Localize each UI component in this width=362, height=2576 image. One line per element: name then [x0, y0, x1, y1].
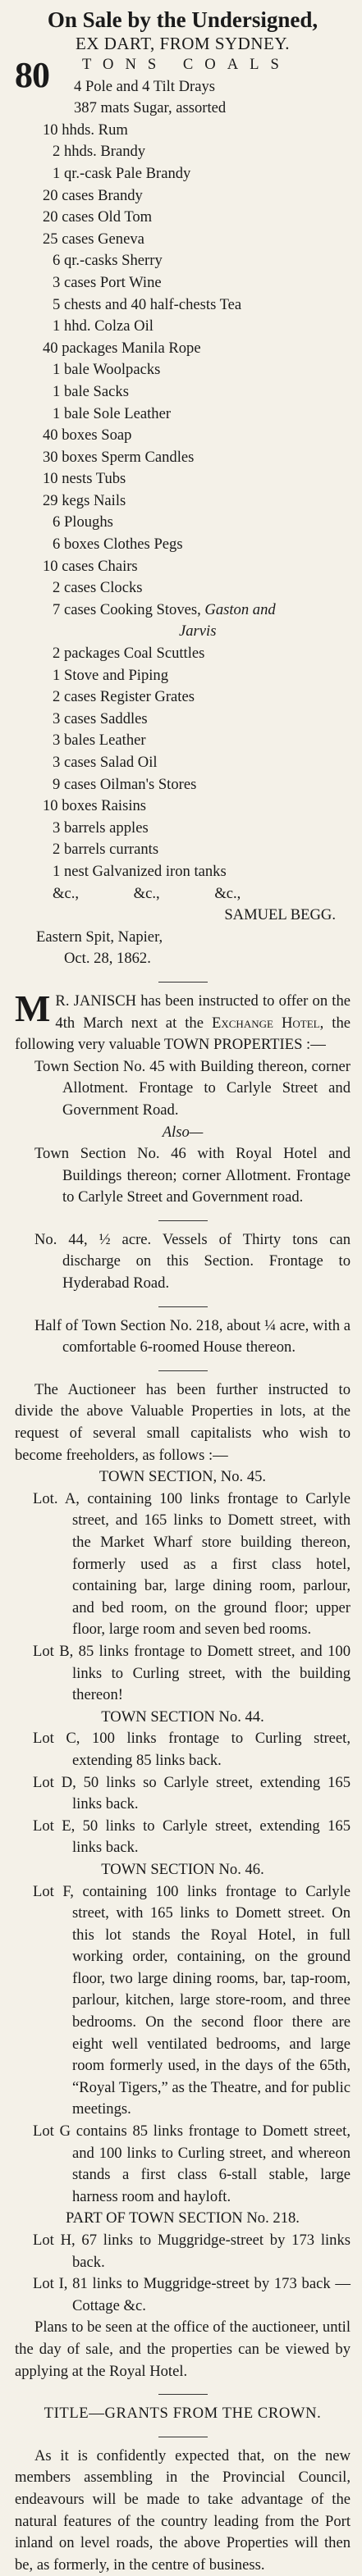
intro-text: R. JANISCH has been instructed to offer on the 4th March next at the — [55, 992, 351, 1032]
heading-section-44: TOWN SECTION No. 44. — [101, 1707, 264, 1726]
list-item: 387 mats Sugar, assorted — [74, 99, 227, 117]
ship-line: EX DART, FROM SYDNEY. — [75, 34, 291, 53]
list-item: 3 cases Port Wine — [53, 273, 162, 291]
divider — [158, 2394, 208, 2395]
list-item: 2 barrels currants — [53, 841, 159, 859]
list-item: 1 Stove and Piping — [53, 666, 169, 684]
list-item: 29 kegs Nails — [43, 491, 126, 509]
list-item: 1 hhd. Colza Oil — [53, 317, 154, 335]
lot-b: Lot B, 85 links frontage to Domett street, and 100 links to Curling street, with the building thereon! — [33, 1642, 351, 1704]
date: Oct. 28, 1862. — [64, 950, 151, 968]
list-item: 4 Pole and 4 Tilt Drays — [74, 77, 216, 95]
list-item — [15, 600, 351, 622]
list-item: 2 hhds. Brandy — [53, 143, 146, 161]
divider — [158, 1370, 208, 1371]
list-item-text: 7 cases Cooking Stoves, — [53, 600, 205, 618]
list-item: TONS COALS — [82, 56, 291, 73]
sale-headline: On Sale by the Undersigned, — [47, 7, 318, 32]
list-item: 1 qr.-cask Pale Brandy — [53, 164, 191, 182]
lot-d: Lot D, 50 links so Carlyle street, extending 165 links back. — [33, 1773, 351, 1813]
list-item: 9 cases Oilman's Stores — [53, 775, 197, 793]
place: Eastern Spit, Napier, — [36, 928, 163, 946]
big-number: 80 — [15, 55, 49, 95]
heading-section-46: TOWN SECTION No. 46. — [101, 1860, 264, 1878]
lot-f: Lot F, containing 100 links frontage to Carlyle street, with 165 links to Domett street. On this lot stands the Royal Hotel, in full working order, containing, on the ground floor, two large dining rooms, bar, tap-room, parlour, kitchen, large store-room, and three bedrooms. On the second floor there are eight well ventilated bedrooms, and large room formerly used, in the days of the 65th, “Royal Tigers,” as the Theatre, and for public meetings. — [33, 1882, 351, 2118]
lot-h: Lot H, 67 links to Muggridge-street by 173 links back. — [33, 2232, 351, 2271]
list-item: 40 packages Manila Rope — [43, 339, 201, 357]
also-label: Also— — [162, 1123, 204, 1141]
list-item: 10 hhds. Rum — [43, 121, 128, 139]
signature: SAMUEL BEGG. — [224, 906, 336, 924]
section-218: Half of Town Section No. 218, about ¼ acre, with a comfortable 6-roomed House thereon. — [34, 1316, 351, 1356]
list-item: 3 cases Saddles — [53, 709, 148, 727]
title-grants: TITLE—GRANTS FROM THE CROWN. — [44, 2405, 322, 2423]
lot-g: Lot G contains 85 links frontage to Domett street, and 100 links to Curling street, and whereon stands a first class 6-stall stable, large harness room and hayloft. — [33, 2122, 351, 2205]
lot-i: Lot I, 81 links to Muggridge-street by 173 back —Cottage &c. — [33, 2275, 351, 2314]
list-item: 6 boxes Clothes Pegs — [53, 536, 183, 554]
division-notice: The Auctioneer has been further instructed to divide the above Valuable Properties in lots, at the request of several small capitalists who wish to become freeholders, as follows :— — [15, 1380, 351, 1464]
list-item: 1 nest Galvanized iron tanks — [53, 862, 227, 880]
list-item: 2 cases Clocks — [53, 579, 143, 597]
etc-line: &c., &c., &c., — [53, 884, 241, 902]
list-item: 1 bale Sacks — [53, 382, 129, 400]
venue: Exchange Hotel — [212, 1014, 320, 1032]
list-item: 3 bales Leather — [53, 732, 146, 750]
stove-makers-continued: Jarvis — [179, 622, 217, 641]
auction-intro — [15, 987, 351, 1056]
list-item: 6 Ploughs — [53, 513, 113, 531]
list-item: 6 qr.-casks Sherry — [53, 252, 163, 270]
list-item: 20 cases Brandy — [43, 186, 143, 204]
list-item: 25 cases Geneva — [43, 230, 144, 248]
section-46: Town Section No. 46 with Royal Hotel and Buildings thereon; corner Allotment. Frontage to Carlyle Street and Government road. — [34, 1145, 351, 1206]
lot-a: Lot. A, containing 100 links frontage to Carlyle street, and 165 links to Domett street, with the Market Wharf store building thereon, formerly used as a first class hotel, containing bar, large dining room, parlour, and bed room, on the ground floor; upper floor, large room and seven bed rooms. — [33, 1489, 351, 1639]
list-item: 10 nests Tubs — [43, 470, 126, 488]
list-item: 2 packages Coal Scuttles — [53, 645, 205, 663]
list-item: 40 boxes Soap — [43, 426, 132, 445]
list-item: 1 bale Sole Leather — [53, 404, 172, 422]
intro-end: , the following very valuable TOWN PROPERTIES :— — [15, 1014, 351, 1054]
list-item: 1 bale Woolpacks — [53, 361, 161, 379]
list-item: 5 chests and 40 half-chests Tea — [53, 295, 242, 313]
heading-section-45: TOWN SECTION, No. 45. — [99, 1468, 267, 1486]
list-item: 20 cases Old Tom — [43, 208, 153, 226]
divider — [158, 1220, 208, 1221]
list-item: 10 cases Chairs — [43, 557, 138, 575]
goods-list — [15, 54, 351, 905]
section-45: Town Section No. 45 with Building thereon, corner Allotment. Frontage to Carlyle Street and Government Road. — [34, 1057, 351, 1119]
list-item: 2 cases Register Grates — [53, 688, 195, 706]
list-item: 30 boxes Sperm Candles — [43, 448, 195, 466]
plans-notice: Plans to be seen at the office of the auctioneer, until the day of sale, and the properties can be viewed by applying at the Royal Hotel. — [15, 2318, 351, 2380]
lot-e: Lot E, 50 links to Carlyle street, extending 165 links back. — [33, 1817, 351, 1857]
list-item: 3 cases Salad Oil — [53, 754, 158, 771]
heading-section-218: PART OF TOWN SECTION No. 218. — [66, 2209, 300, 2227]
drop-cap: M — [15, 987, 51, 1029]
closing-paragraph: As it is confidently expected that, on the new members assembling in the Provincial Council, endeavours will be made to take advantage of the natural features of the country leading from the Port inland on level roads, the above Properties will then be, as formerly, in the centre of business. — [15, 2446, 351, 2574]
section-44: No. 44, ½ acre. Vessels of Thirty tons can discharge on this Section. Frontage to Hyderabad Road. — [34, 1230, 351, 1293]
list-item: 10 boxes Raisins — [43, 797, 147, 815]
lot-c: Lot C, 100 links frontage to Curling street, extending 85 links back. — [33, 1730, 351, 1769]
stove-makers: Gaston and — [204, 600, 276, 618]
list-item: 3 barrels apples — [53, 818, 149, 837]
divider — [158, 1306, 208, 1307]
divider — [158, 982, 208, 983]
